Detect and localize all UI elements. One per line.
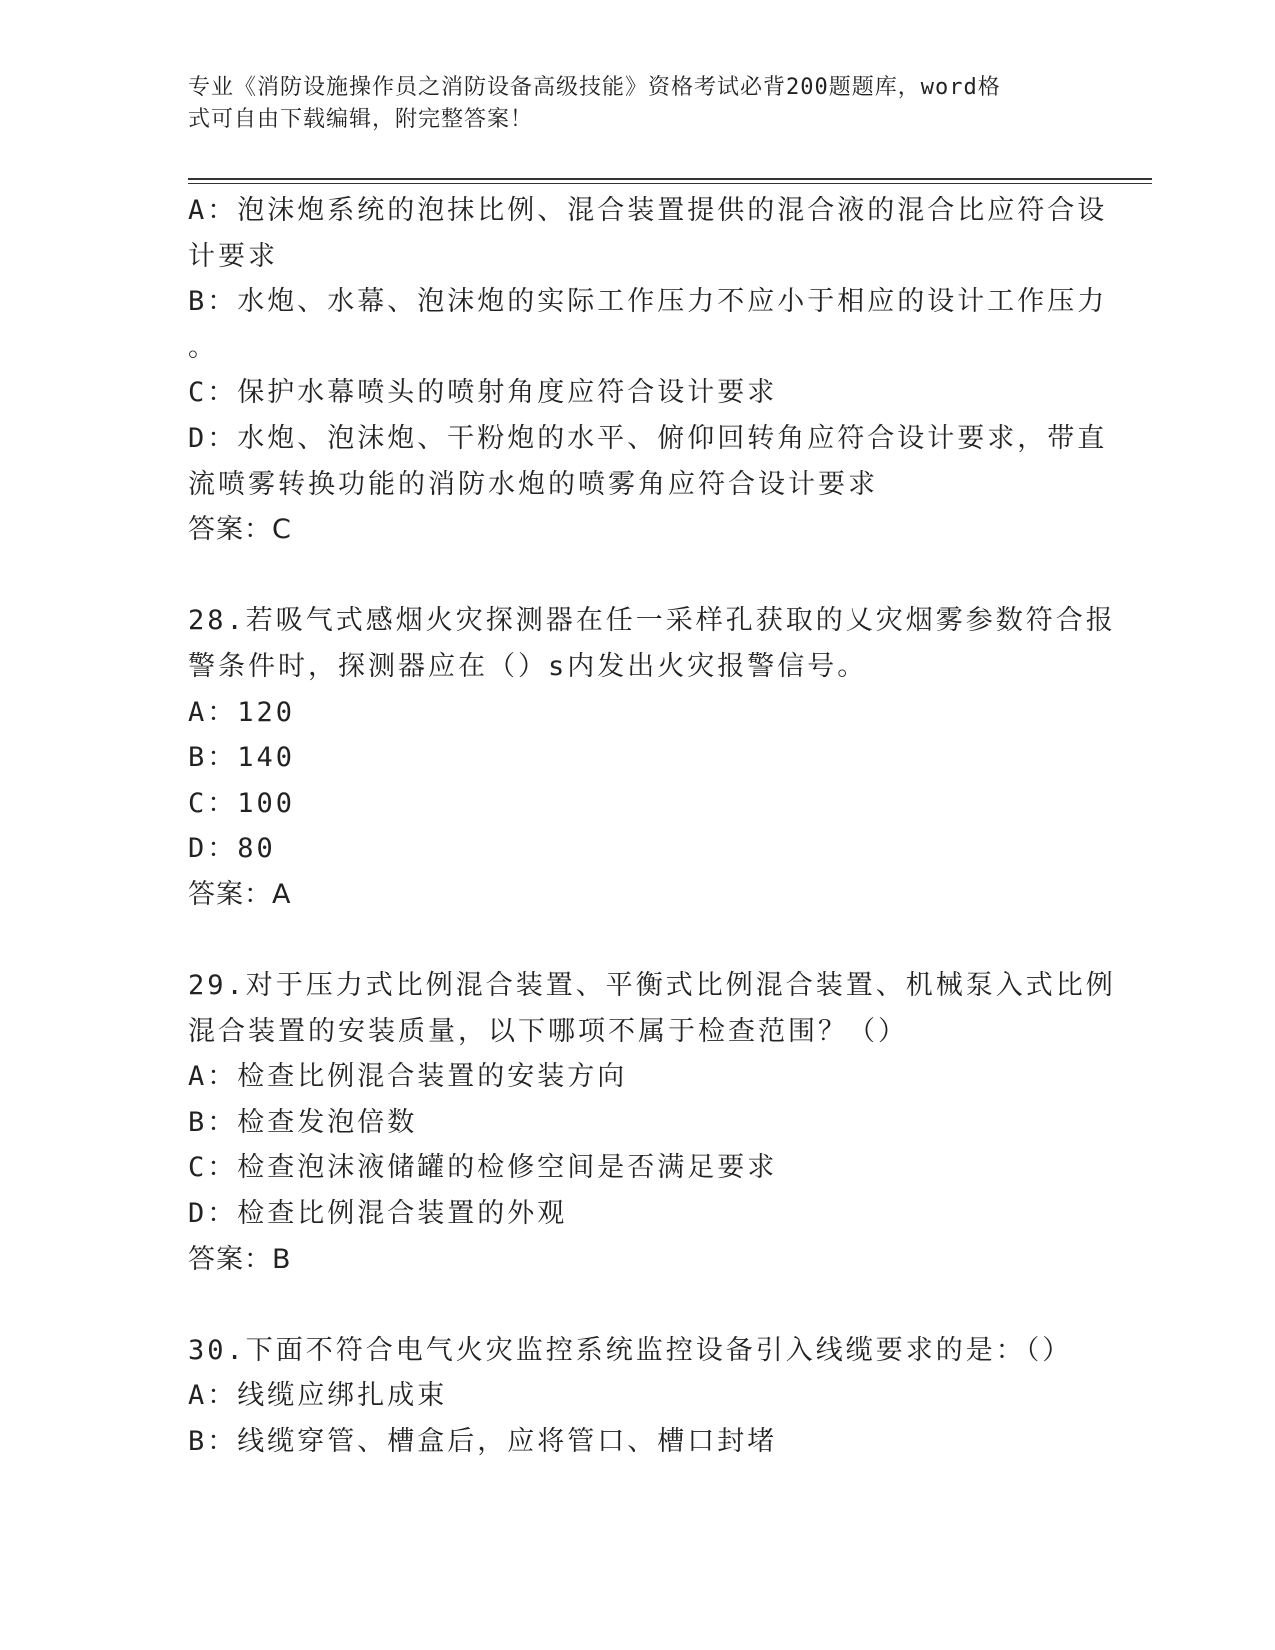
question-stem-line: 30.下面不符合电气火灾监控系统监控设备引入线缆要求的是：（） [188,1334,1073,1366]
option-a-line: A：泡沫炮系统的泡抹比例、混合装置提供的混合液的混合比应符合设 [188,195,1108,226]
spacer [188,918,1068,964]
header-divider [188,178,1152,180]
option-d: D：80 [188,833,276,865]
answer: 答案：C [188,514,292,546]
option-b: B：检查发泡倍数 [188,1106,418,1138]
question-29 [188,963,1116,1282]
option-b: B：140 [188,742,296,774]
option-c: C：保护水幕喷头的喷射角度应符合设计要求 [188,377,778,409]
option-c: C：100 [188,787,296,819]
option-b-line: B：水炮、水幕、泡沫炮的实际工作压力不应小于相应的设计工作压力 [188,286,1108,318]
question-stem-line: 警条件时，探测器应在（）s内发出火灾报警信号。 [188,650,868,682]
option-a-line: 计要求 [188,240,278,272]
question-stem-line: 混合装置的安装质量，以下哪项不属于检查范围？（） [188,1015,908,1047]
option-b: B：线缆穿管、槽盒后，应将管口、槽口封堵 [188,1426,778,1458]
question-stem-line: 28.若吸气式感烟火灾探测器在任一采样孔获取的乂灾烟雾参数符合报 [188,605,1116,637]
option-d-line: 流喷雾转换功能的消防水炮的喷雾角应符合设计要求 [188,468,878,500]
header-line-2: 式可自由下载编辑，附完整答案！ [188,107,534,132]
answer: 答案：A [188,878,292,910]
option-b-line: 。 [188,331,218,363]
question-30 [188,1328,1073,1465]
option-d: D：检查比例混合装置的外观 [188,1198,568,1230]
spacer [188,553,1068,599]
option-c: C：检查泡沫液储罐的检修空间是否满足要求 [188,1152,778,1184]
option-a: A：120 [188,696,296,728]
question-28 [188,598,1116,917]
question-list [188,188,1116,1465]
option-d-line: D：水炮、泡沫炮、干粉炮的水平、俯仰回转角应符合设计要求，带直 [188,422,1108,454]
spacer [188,1282,1068,1328]
option-a: A：检查比例混合装置的安装方向 [188,1061,628,1093]
question-27 [188,188,1108,553]
option-a: A：线缆应绑扎成束 [188,1380,448,1412]
header-line-1: 专业《消防设施操作员之消防设备高级技能》资格考试必背200题题库，word格 [188,75,1001,100]
document-header [188,72,1088,136]
question-stem-line: 29.对于压力式比例混合装置、平衡式比例混合装置、机械泵入式比例 [188,970,1116,1002]
answer: 答案：B [188,1243,292,1275]
